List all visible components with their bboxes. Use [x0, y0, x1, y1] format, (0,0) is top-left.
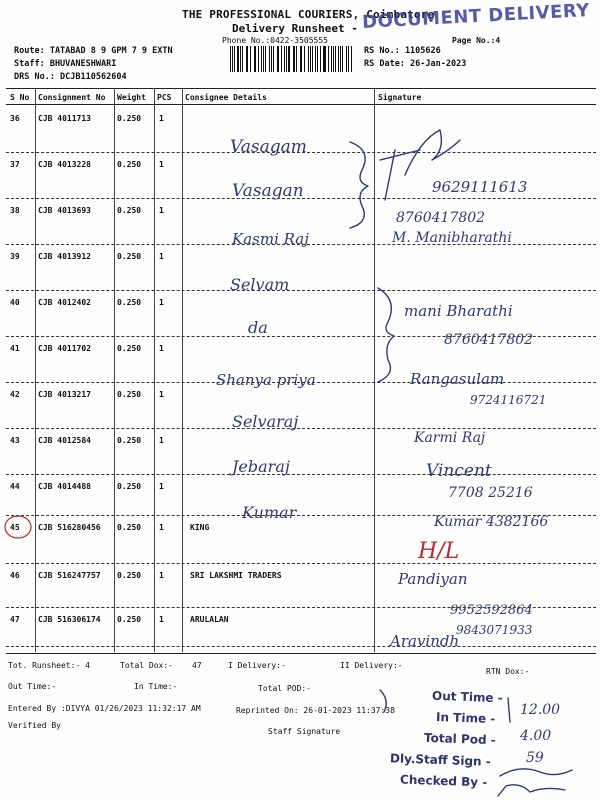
row-sno: 45 [10, 523, 20, 532]
row-pcs: 1 [159, 298, 164, 307]
checked-by-scribble [498, 785, 565, 796]
row-weight: 0.250 [117, 390, 142, 399]
row-weight: 0.250 [117, 298, 142, 307]
row-consignment: CJB 4011713 [38, 114, 91, 123]
handwritten-signature: 9843071933 [456, 623, 533, 637]
brace-mark [350, 142, 368, 228]
handwritten-name: Kumar [242, 503, 297, 522]
tot-runsheet: Tot. Runsheet:- 4 [8, 661, 90, 670]
row-weight: 0.250 [117, 344, 142, 353]
stamp-dly-staff-sign: Dly.Staff Sign - [389, 751, 491, 769]
row-pcs: 1 [159, 344, 164, 353]
row-sno: 47 [10, 615, 20, 624]
row-weight: 0.250 [117, 482, 142, 491]
handwritten-signature: Aravindh [390, 632, 460, 650]
i-delivery: I Delivery:- [228, 661, 286, 670]
row-pcs: 1 [159, 160, 164, 169]
row-consignment: CJB 4013228 [38, 160, 91, 169]
row-consignee: ARULALAN [190, 615, 229, 624]
row-weight: 0.250 [117, 615, 142, 624]
handwritten-name: Selvaraj [232, 412, 299, 431]
col-consignee: Consignee Details [185, 93, 267, 102]
row-consignment: CJB 4013693 [38, 206, 91, 215]
row-weight: 0.250 [117, 523, 142, 532]
handwritten-signature: 9952592864 [450, 603, 533, 618]
handwritten-signature-red: H/L [418, 539, 460, 564]
row-weight: 0.250 [117, 571, 142, 580]
row-sno: 43 [10, 436, 20, 445]
row-weight: 0.250 [117, 206, 142, 215]
handwritten-signature: Vincent [426, 461, 492, 481]
row-sno: 40 [10, 298, 20, 307]
staff-signature: Staff Signature [268, 727, 341, 736]
row-consignment: CJB 4012402 [38, 298, 91, 307]
row-consignment: CJB 4013912 [38, 252, 91, 261]
handwritten-name: Vasagan [232, 181, 304, 201]
row-consignee: KING [190, 523, 210, 532]
out-time-value: 12.00 [520, 702, 561, 718]
row-consignment: CJB 4012584 [38, 436, 91, 445]
handwritten-name: Shanya priya [216, 371, 316, 389]
handwritten-signature: M. Manibharathi [392, 230, 512, 246]
row-sno: 42 [10, 390, 20, 399]
row-weight: 0.250 [117, 160, 142, 169]
reprinted-on: Reprinted On: 26-01-2023 11:37:38 [236, 706, 395, 715]
row-sno: 41 [10, 344, 20, 353]
row-sno: 39 [10, 252, 20, 261]
rs-date: RS Date: 26-Jan-2023 [364, 59, 467, 69]
handwritten-signature: 9629111613 [432, 178, 528, 196]
handwritten-signature: mani Bharathi [404, 302, 513, 320]
staff-label: Staff: BHUVANESHWARI [14, 59, 117, 69]
row-consignment: CJB 4014488 [38, 482, 91, 491]
handwritten-signature: Karmi Raj [414, 430, 486, 446]
route-label: Route: TATABAD 8 9 GPM 7 9 EXTN [14, 46, 173, 56]
total-dox-label: Total Dox:- [120, 661, 173, 670]
col-signature: Signature [378, 93, 422, 102]
handwritten-signature: Pandiyan [398, 570, 468, 588]
brace-mark [378, 288, 394, 382]
rtn-dox: RTN Dox:- [486, 667, 530, 676]
handwritten-signature: 8760417802 [444, 332, 534, 348]
handwritten-name: da [248, 318, 268, 337]
row-consignee: SRI LAKSHMI TRADERS [190, 571, 282, 580]
row-sno: 38 [10, 206, 20, 215]
row-pcs: 1 [159, 571, 164, 580]
footer-rule [6, 653, 596, 654]
handwritten-signature: 9724116721 [470, 393, 547, 407]
handwritten-name: Jebaraj [232, 457, 290, 476]
verified-by: Verified By [8, 721, 61, 730]
total-pod-value: 59 [526, 750, 544, 766]
red-circle-mark [5, 516, 31, 538]
row-pcs: 1 [159, 615, 164, 624]
row-sno: 44 [10, 482, 20, 491]
row-pcs: 1 [159, 523, 164, 532]
col-weight: Weight [117, 93, 146, 102]
handwritten-signature: Kumar 4382166 [434, 514, 549, 530]
row-weight: 0.250 [117, 436, 142, 445]
total-dox-value: 47 [192, 661, 202, 670]
row-consignment: CJB 516247757 [38, 571, 101, 580]
in-time-value: 4.00 [520, 728, 552, 744]
rs-number: RS No.: 1105626 [364, 46, 441, 56]
row-consignment: CJB 516280456 [38, 523, 101, 532]
handwritten-signature: Rangasulam [410, 370, 505, 388]
out-time: Out Time:- [8, 682, 57, 691]
row-weight: 0.250 [117, 114, 142, 123]
handwritten-name: Selvam [230, 275, 290, 294]
col-pcs: PCS [157, 93, 172, 102]
row-sno: 36 [10, 114, 20, 123]
col-consignment: Consignment No [38, 93, 106, 102]
row-sno: 37 [10, 160, 20, 169]
total-pod: Total POD:- [258, 684, 311, 693]
ii-delivery: II Delivery:- [340, 661, 403, 670]
stamp-out-time: Out Time - [431, 688, 503, 706]
row-consignment: CJB 4011702 [38, 344, 91, 353]
entered-by: Entered By :DIVYA 01/26/2023 11:32:17 AM [8, 704, 201, 713]
drs-number: DRS No.: DCJB110562604 [14, 72, 127, 82]
col-sno: S No [10, 93, 30, 102]
company-title: THE PROFESSIONAL COURIERS, Coimbatore [182, 8, 435, 21]
handwritten-name: Kasmi Raj [232, 230, 309, 248]
row-weight: 0.250 [117, 252, 142, 261]
page-number: Page No.:4 [452, 36, 501, 45]
row-pcs: 1 [159, 436, 164, 445]
stamp-total-pod: Total Pod - [423, 730, 496, 748]
row-pcs: 1 [159, 482, 164, 491]
staff-sign-scribble [500, 769, 572, 776]
stamp-tick [508, 698, 510, 722]
row-sno: 46 [10, 571, 20, 580]
row-pcs: 1 [159, 390, 164, 399]
handwritten-signature: 7708 25216 [448, 485, 533, 501]
handwritten-name: Vasagam [230, 137, 307, 157]
runsheet-subtitle: Delivery Runsheet - [232, 22, 358, 35]
row-pcs: 1 [159, 114, 164, 123]
stamp-in-time: In Time - [435, 709, 496, 727]
row-consignment: CJB 4013217 [38, 390, 91, 399]
handwritten-signature: 8760417802 [396, 210, 486, 226]
phone-number: Phone No.:0422-3505555 [222, 36, 328, 45]
document-delivery-stamp: DOCUMENT DELIVERY [361, 0, 591, 33]
row-pcs: 1 [159, 252, 164, 261]
in-time: In Time:- [134, 682, 178, 691]
row-pcs: 1 [159, 206, 164, 215]
stamp-checked-by: Checked By - [399, 772, 488, 790]
row-consignment: CJB 516306174 [38, 615, 101, 624]
